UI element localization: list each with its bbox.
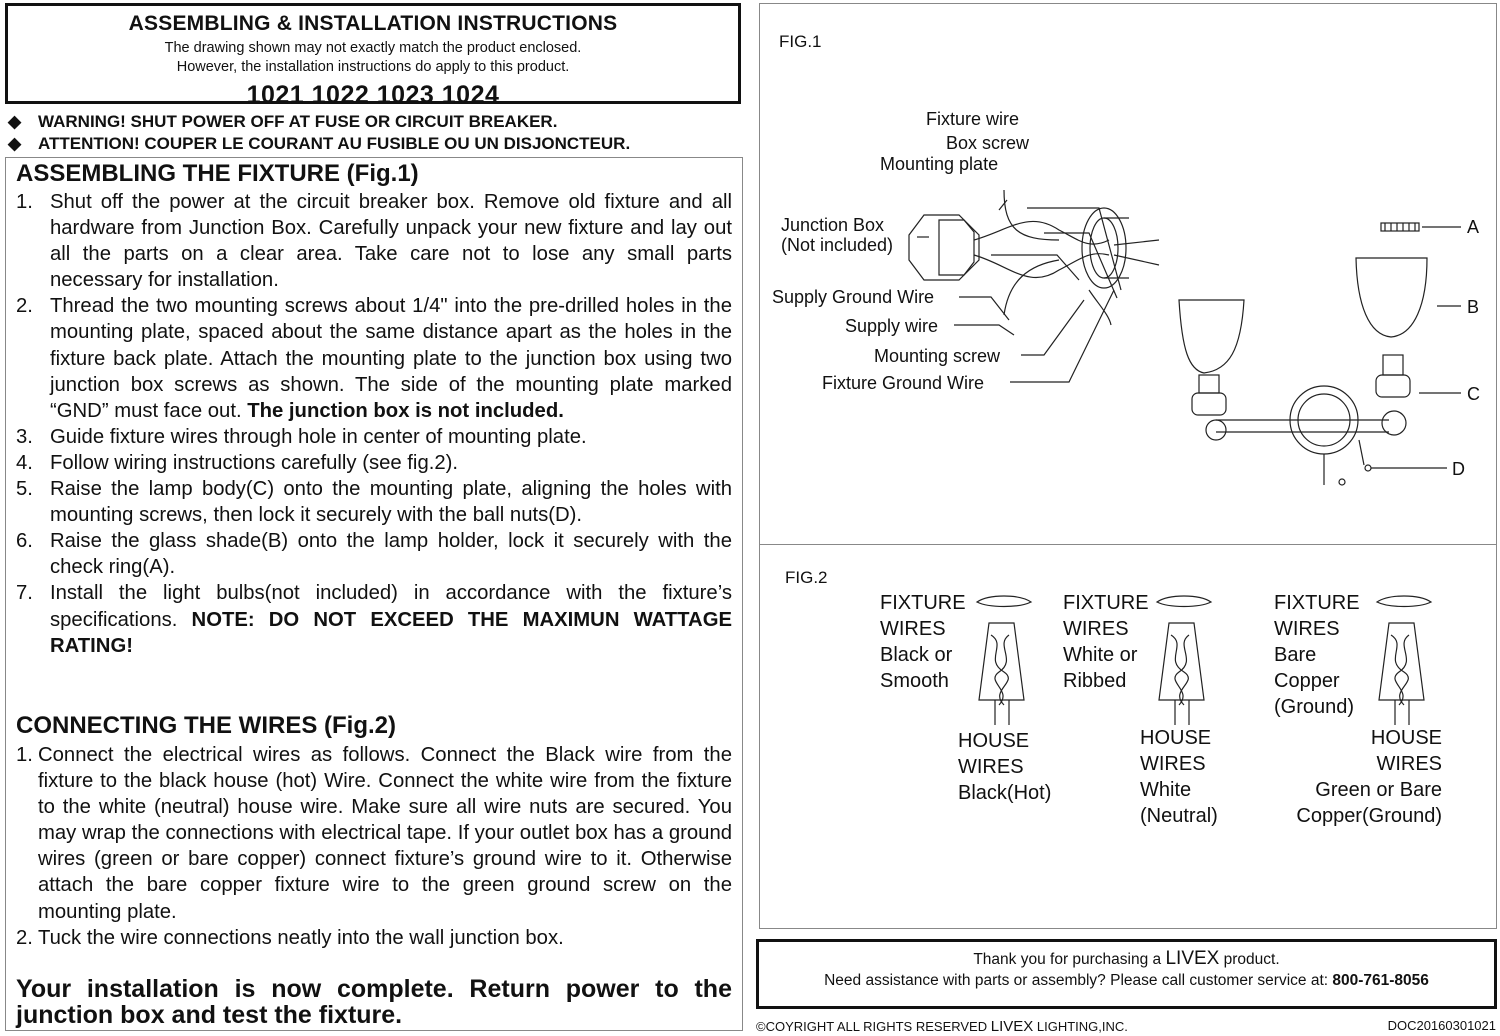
connecting-steps xyxy=(16,742,732,951)
callout-fixture-ground-wire: Fixture Ground Wire xyxy=(822,373,985,393)
fixture-wires-white: FIXTURE WIRES White or Ribbed xyxy=(1063,592,1149,692)
fig2-label: FIG.2 xyxy=(785,568,828,587)
part-label-b: B xyxy=(1467,297,1480,317)
lamp-glass-shape xyxy=(1179,300,1244,373)
house-wires-white: HOUSE WIRES White (Neutral) xyxy=(1140,727,1218,827)
callout-mounting-plate: Mounting plate xyxy=(880,154,999,174)
model-numbers: 1021 1022 1023 1024 xyxy=(246,81,500,109)
phone-number: 800-761-8056 xyxy=(1332,972,1429,989)
document-code: DOC20160301021 xyxy=(1387,1018,1496,1033)
warning-french: ◆ ATTENTION! COUPER LE COURANT AU FUSIBLE OU UN DISJONCTEUR. xyxy=(8,134,631,153)
diamond-bullet-icon: ◆ xyxy=(8,134,22,153)
assembling-step: 3. Guide fixture wires through hole in center of mounting plate. xyxy=(16,425,587,448)
fixture-wires-black: FIXTURE WIRES Black or Smooth xyxy=(880,592,966,692)
part-c-lamp-holder xyxy=(1383,355,1403,375)
diamond-bullet-icon: ◆ xyxy=(8,112,22,131)
copyright-bar xyxy=(756,1018,1496,1035)
completion-note: Your installation is now complete. Return power to the junction box and test the fixture. xyxy=(16,975,732,1029)
callout-fixture-wire: Fixture wire xyxy=(926,109,1020,129)
part-b-glass-shade xyxy=(1356,258,1427,337)
header-note-2: However, the installation instructions do apply to this product. xyxy=(176,59,570,75)
warning-english: ◆ WARNING! SHUT POWER OFF AT FUSE OR CIRCUIT BREAKER. xyxy=(8,112,558,131)
wire-nut-2 xyxy=(1157,596,1211,725)
part-label-c: C xyxy=(1467,384,1480,404)
figure-divider xyxy=(759,544,1497,545)
header-note-1: The drawing shown may not exactly match the product enclosed. xyxy=(164,40,582,56)
part-label-a: A xyxy=(1467,217,1480,237)
assembling-step: 4. Follow wiring instructions carefully (see fig.2). xyxy=(16,451,459,474)
brand-name: LIVEX xyxy=(1165,948,1220,969)
fixture-wires-ground: FIXTURE WIRES Bare Copper (Ground) xyxy=(1274,592,1360,718)
assembling-step: 1. Shut off the power at the circuit breaker box. Remove old fixture and all hardware from Junction Box. Carefully unpack your new fixture and lay out all the parts on a clear area. Take care not to lose any small parts necessary for installation. xyxy=(16,191,732,292)
copyright-text: ©COYRIGHT ALL RIGHTS RESERVED LIVEX LIGHTING,INC. xyxy=(756,1018,1128,1035)
assembling-step: 5. Raise the lamp body(C) onto the mounting plate, aligning the holes with mounting screws, then lock it securely with the ball nuts(D). xyxy=(16,478,732,527)
document-title: ASSEMBLING & INSTALLATION INSTRUCTIONS xyxy=(128,12,618,35)
assembling-heading: ASSEMBLING THE FIXTURE (Fig.1) xyxy=(16,160,419,187)
part-a-check-ring xyxy=(1381,223,1419,231)
callout-junction-box: Junction Box (Not included) xyxy=(781,215,894,255)
callout-mounting-screw: Mounting screw xyxy=(874,346,1001,366)
connecting-heading: CONNECTING THE WIRES (Fig.2) xyxy=(16,712,396,739)
connecting-step: 2. Tuck the wire connections neatly into the wall junction box. xyxy=(16,926,564,949)
callout-supply-wire: Supply wire xyxy=(845,316,939,336)
mounting-plate-shape xyxy=(1082,208,1126,288)
connecting-step: 1. Connect the electrical wires as follows. Connect the Black wire from the fixture to the black house (hot) Wire. Connect the white wire from the fixture to the white (neutral) house wire. Make sure all wire nuts are secured. You may wrap the connections with electrical tape. If your outlet box has a ground wires (green or bare copper) connect fixture’s ground wire to it. Otherwise attach the bare copper fixture wire to the green ground screw on the mounting plate. xyxy=(16,744,732,923)
assembling-step: 6. Raise the glass shade(B) onto the lamp holder, lock it securely with the check ring(A). xyxy=(16,530,732,579)
assembling-steps xyxy=(16,189,732,659)
fig1-label: FIG.1 xyxy=(779,32,822,51)
callout-supply-ground-wire: Supply Ground Wire xyxy=(772,287,935,307)
wire-nut-3 xyxy=(1377,596,1431,725)
assembling-step: 7. Install the light bulbs(not included) in accordance with the fixture’s specifications. NOTE: DO NOT EXCEED THE MAXIMUN WATTAGE RATING! xyxy=(16,582,732,657)
callout-box-screw: Box screw xyxy=(946,133,1030,153)
wire-nut-1 xyxy=(977,596,1031,725)
house-wires-black: HOUSE WIRES Black(Hot) xyxy=(958,730,1052,804)
assistance-line: Need assistance with parts or assembly? Please call customer service at: 800-761-8056 xyxy=(824,972,1429,989)
assembling-step: 2. Thread the two mounting screws about 1/4" into the pre-drilled holes in the mounting plate, spaced about the same distance apart as the holes in the fixture back plate. Attach the mounting plate to the junction box using two junction box screws as shown. The side of the mounting plate marked “GND” must face out. The junction box is not included. xyxy=(16,295,732,422)
instructions-header xyxy=(5,3,741,109)
house-wires-ground: HOUSE WIRES Green or Bare Copper(Ground) xyxy=(1296,727,1442,827)
part-label-d: D xyxy=(1452,459,1465,479)
thanks-line: Thank you for purchasing a LIVEX product. xyxy=(973,948,1280,969)
customer-service-box xyxy=(756,939,1497,1009)
